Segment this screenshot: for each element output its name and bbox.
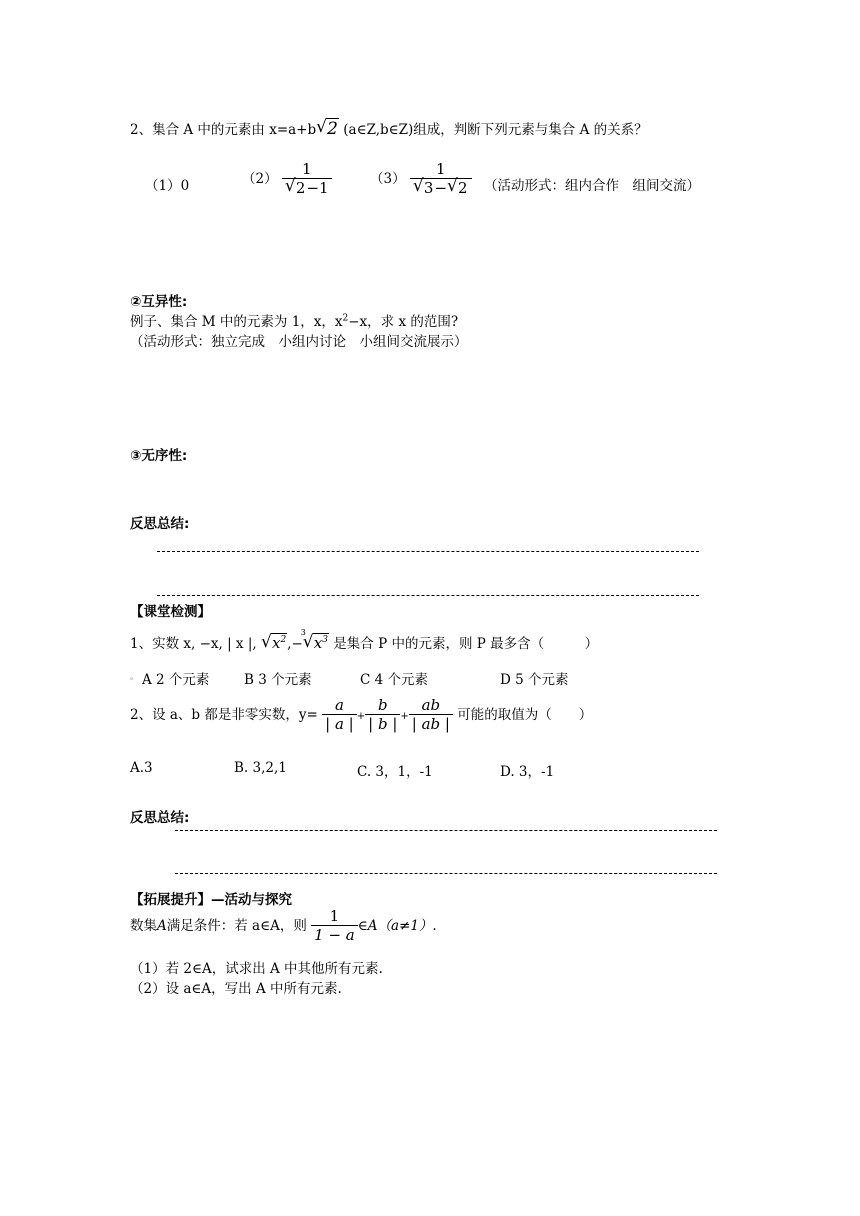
- mutual-heading: ②互异性:: [130, 294, 188, 310]
- frac-1-over-sqrt2-minus1: [282, 161, 332, 198]
- sqrt2-term: √ 2: [316, 119, 339, 139]
- answer-line: [175, 873, 717, 874]
- q2-stem: [130, 118, 648, 139]
- q2-stem-a: 2、集合 A 中的元素由 x=a+b: [130, 122, 317, 138]
- frac-num: 1: [301, 160, 312, 178]
- q1-option-a: A 2 个元素: [142, 672, 210, 688]
- q2-activity: （活动形式：组内合作 组间交流）: [484, 178, 700, 194]
- frac-1-over-sqrt3-minus-sqrt2: [410, 161, 472, 198]
- q2-item-3-label: （3）: [370, 171, 406, 187]
- frac-num: 1: [435, 160, 446, 178]
- test-q2: 2、设 a、b 都是非零实数，y= $\frac{a}{| a |}$ + $\frac{b}{| b |}$ + $\frac{ab}{| ab |}$ 可能的取值为（ ）: [130, 696, 593, 733]
- mutual-example: 例子、集合 M 中的元素为 1，x，$x^2-x$，求 x 的范围?: [130, 313, 459, 330]
- q1-option-c: C 4 个元素: [360, 672, 429, 688]
- q2-option-b: B. 3,2,1: [234, 760, 287, 776]
- frac-den: √ 3−√ 2: [410, 178, 472, 198]
- frac-den: √ 2−1: [282, 178, 332, 198]
- q2-item-2-label: （2）: [242, 171, 278, 187]
- answer-line: [157, 551, 699, 552]
- answer-line: [175, 830, 717, 831]
- q2-item-2: [242, 161, 332, 198]
- q2-stem-b: (a∈Z,b∈Z)组成，判断下列元素与集合 A 的关系？: [343, 122, 648, 138]
- q2-option-c: C. 3，1，-1: [357, 764, 433, 780]
- unordered-heading: ③无序性:: [130, 448, 188, 464]
- q1-option-b: B 3 个元素: [244, 672, 312, 688]
- q2-item-1: （1）0: [145, 178, 190, 194]
- q2-option-d: D. 3，-1: [500, 764, 555, 780]
- extend-line-2: （1）若 2∈A，试求出 A 中其他所有元素.: [130, 961, 383, 977]
- mutual-activity: （活动形式：独立完成 小组内讨论 小组间交流展示）: [130, 334, 468, 350]
- frac-ab-over-abs-ab: $\frac{ab}{| ab |}$: [409, 697, 453, 734]
- sqrt-x2: √ $x^2$: [261, 634, 287, 652]
- reflect-heading-1: 反思总结:: [130, 516, 190, 532]
- test-heading: 【课堂检测】: [130, 604, 211, 620]
- frac-b-over-abs-b: $\frac{b}{| b |}$: [365, 697, 400, 734]
- test-q1: 1、实数 x, −x, | x |, √ $x^2,-$ √ 3 $x^3$ 是集合 P 中的元素，则 P 最多含（ ）: [130, 632, 598, 652]
- cbrt-x3: √ 3 $x^3$: [303, 634, 329, 652]
- extend-line-1: 数集A满足条件：若 a∈A，则 $\frac{1}{1 - a}$ ∈A（a≠1）.: [130, 907, 437, 944]
- extend-heading: 【拓展提升】—活动与探究: [130, 892, 292, 908]
- frac-a-over-abs-a: $\frac{a}{| a |}$: [322, 697, 357, 734]
- reflect-heading-2: 反思总结:: [130, 810, 190, 826]
- stray-mark: 。: [130, 672, 140, 682]
- q1-option-d: D 5 个元素: [500, 672, 569, 688]
- q2-option-a: A.3: [130, 760, 153, 776]
- q2-item-3: [370, 161, 472, 198]
- extend-line-3: （2）设 a∈A，写出 A 中所有元素.: [130, 981, 342, 997]
- answer-line: [157, 595, 699, 596]
- frac-1-over-1-minus-a: $\frac{1}{1 - a}$: [311, 908, 358, 945]
